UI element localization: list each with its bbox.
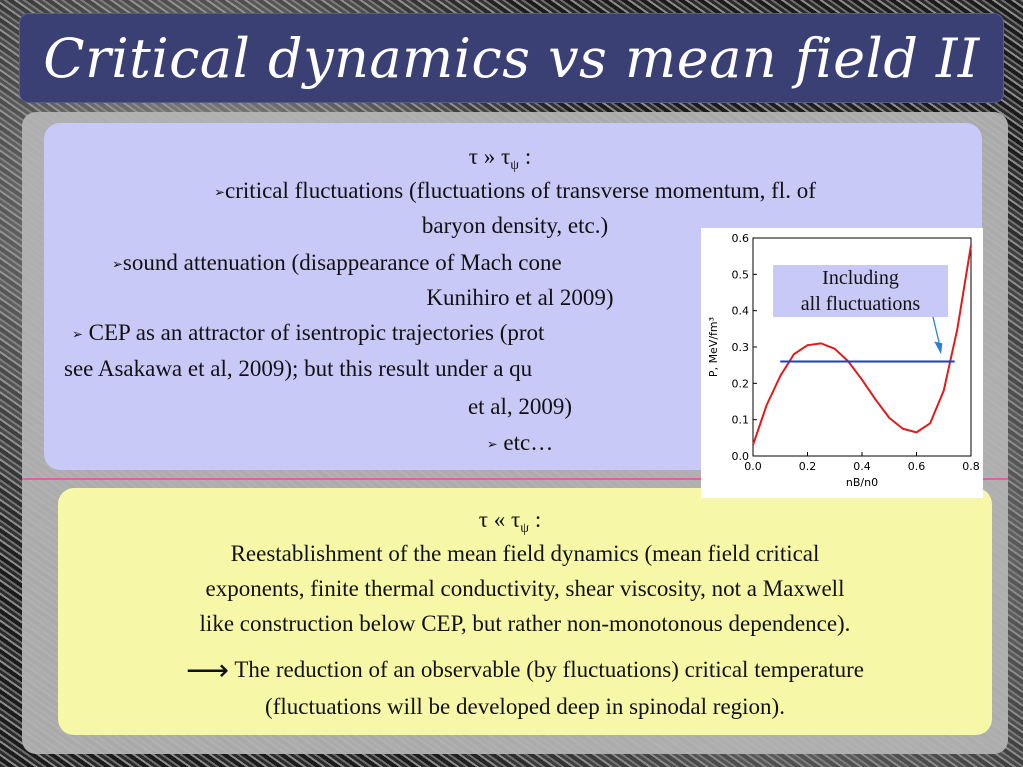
lower-line-5: (fluctuations will be developed deep in spinodal region).	[265, 694, 785, 719]
x-tick-label: 0.8	[962, 460, 980, 473]
x-tick-label: 0.2	[798, 460, 817, 473]
annotation-line-2: all fluctuations	[800, 293, 921, 315]
y-axis-label: P, MeV/fm³	[707, 316, 720, 378]
upper-line-1: ➢critical fluctuations (fluctuations of transverse momentum, fl. of	[214, 178, 816, 203]
x-tick-label: 0.0	[744, 460, 762, 473]
arrow-icon: ⟶	[185, 654, 229, 687]
x-axis-label: nB/n0	[845, 476, 879, 489]
lower-line-3: like construction below CEP, but rather non-monotonous dependence).	[199, 611, 851, 636]
upper-line-2: baryon density, etc.)	[421, 213, 609, 238]
y-tick-label: 0.3	[731, 341, 749, 354]
slide-title: Critical dynamics vs mean field II	[43, 26, 980, 90]
upper-heading: τ » $\tau_\psi$ :	[468, 144, 532, 173]
upper-line-6: see Asakawa et al, 2009); but this result under a qu	[64, 356, 533, 381]
upper-line-4: Kunihiro et al 2009)	[426, 285, 614, 310]
lower-line-1: Reestablishment of the mean field dynamics (mean field critical	[230, 541, 820, 566]
upper-line-8: ➢ etc…	[486, 430, 554, 455]
title-bar	[19, 13, 1004, 103]
annotation-arrowhead	[934, 342, 942, 355]
y-tick-label: 0.2	[731, 377, 749, 391]
y-tick-label: 0.0	[731, 450, 749, 463]
bullet-icon: ➢	[112, 256, 123, 272]
chart-annotation	[773, 265, 948, 317]
lower-line-4: ⟶ The reduction of an observable (by fluctuations) critical temperature	[185, 654, 865, 687]
y-tick-label: 0.4	[731, 304, 749, 318]
y-tick-label: 0.1	[731, 413, 749, 427]
y-tick-label: 0.6	[731, 232, 749, 245]
lower-line-2: exponents, finite thermal conductivity, shear viscosity, not a Maxwell	[205, 576, 845, 601]
x-tick-label: 0.4	[853, 460, 871, 473]
bullet-icon: ➢	[72, 326, 83, 342]
upper-line-3: ➢sound attenuation (disappearance of Mach cone	[112, 250, 562, 275]
upper-line-5: ➢ CEP as an attractor of isentropic trajectories (prot	[72, 320, 545, 345]
bullet-icon: ➢	[486, 436, 498, 452]
lower-heading: τ « $\tau_\psi$ :	[478, 507, 542, 536]
y-tick-label: 0.5	[731, 268, 749, 282]
bullet-icon: ➢	[214, 184, 226, 200]
annotation-line-1: Including	[822, 267, 899, 289]
upper-line-7: et al, 2009)	[467, 394, 573, 419]
x-tick-label: 0.6	[907, 460, 926, 473]
